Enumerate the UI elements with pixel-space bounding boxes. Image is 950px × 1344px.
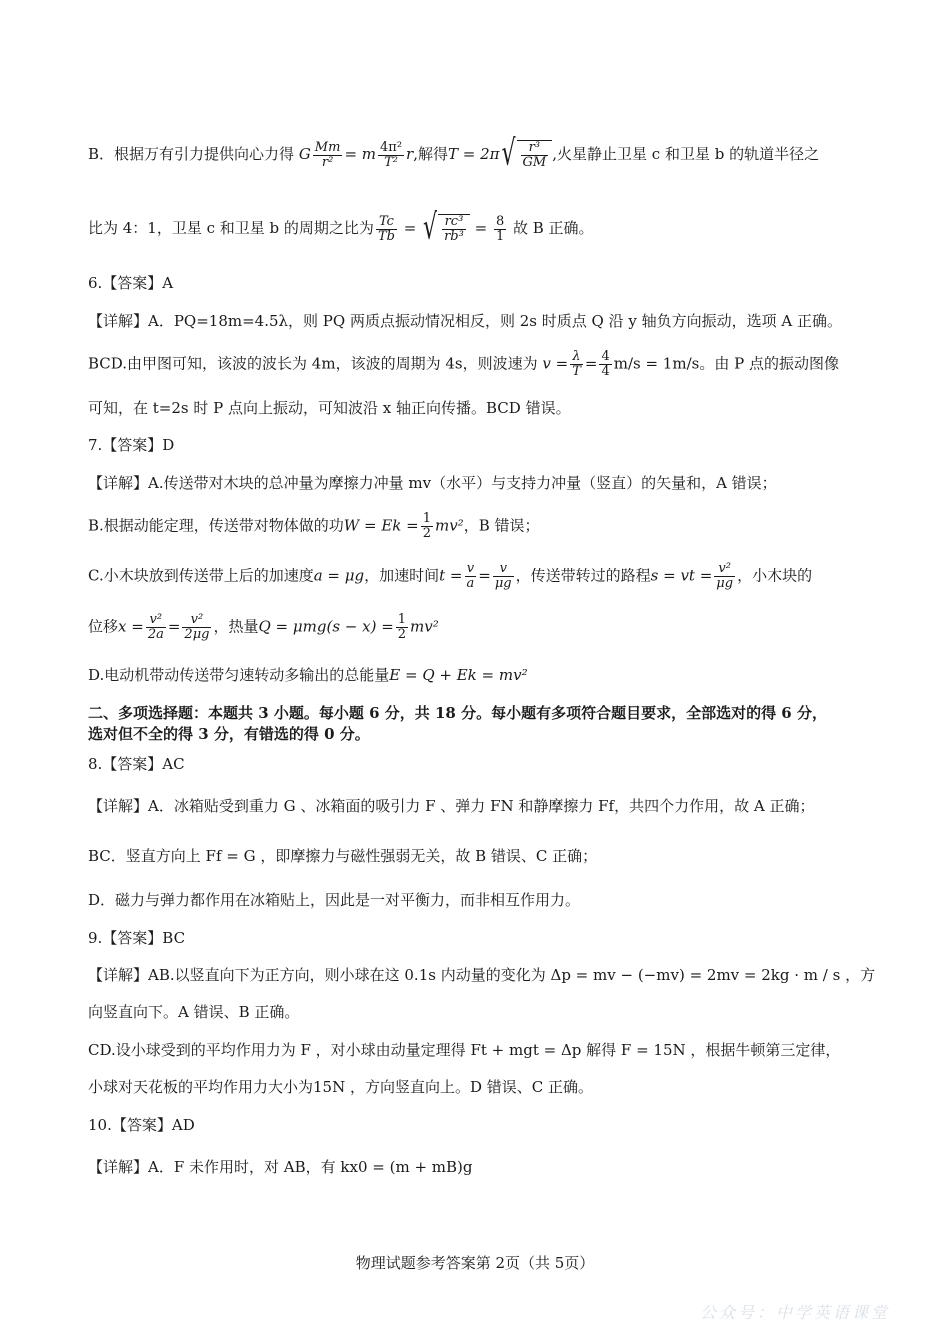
- page-footer: 物理试题参考答案第 2页（共 5页）: [355, 1254, 595, 1272]
- sqrt-sign: √: [501, 134, 516, 175]
- q10-answer: 10.【答案】AD: [88, 1116, 195, 1134]
- text: ,火星静止卫星 c 和卫星 b 的轨道半径之: [552, 145, 820, 163]
- q6-line-3: 可知，在 t=2s 时 P 点向上振动，可知波沿 x 轴正向传播。BCD 错误。: [88, 399, 571, 417]
- q7-line-4: 位移x = $\frac{\text{v²}}{2a}$ = $\frac{\text{v²}}{2\mu g}$ ，热量Q = μmg(s − x) = $\frac{1}{2}$ mv²: [88, 612, 439, 642]
- text: ,解得: [413, 145, 448, 163]
- q7-line-1: 【详解】A.传送带对木块的总冲量为摩擦力冲量 mv（水平）与支持力冲量（竖直）的矢量和，A 错误；: [88, 474, 777, 492]
- symbol: r: [406, 145, 414, 163]
- symbol: = m: [344, 145, 376, 163]
- section-2-heading-2: 选对但不全的得 3 分，有错选的得 0 分。: [88, 725, 370, 743]
- q7-line-3: C.小木块放到传送带上后的加速度a = μg，加速时间t = $\frac{v}{a}$ = $\frac{v}{\mu g}$ ，传送带转过的路程s = vt = $\frac{\text{v²}}{\mu g}$ ，小木块的: [88, 561, 813, 591]
- text: 比为 4：1，卫星 c 和卫星 b 的周期之比为: [88, 219, 374, 237]
- q9-line-2: 向竖直向下。A 错误、B 正确。: [88, 1003, 300, 1021]
- fraction: $\frac{Tc}{Tb}$: [377, 213, 395, 244]
- q9-answer: 9.【答案】BC: [88, 929, 186, 947]
- q9-line-3: CD.设小球受到的平均作用力为 F ，对小球由动量定理得 Ft + mgt = Δp 解得 F = 15N ，根据牛顿第三定律，: [88, 1041, 841, 1059]
- q6-line-2: BCD.由甲图可知，该波的波长为 4m，该波的周期为 4s，则波速为 v = $\frac{\lambda}{T}$ = $\frac{4}{4}$ m/s = 1m/s。由 P 点的振动图像: [88, 349, 839, 379]
- fraction: $\frac{\text{4π²}}{\text{T²}}$: [380, 139, 403, 170]
- sqrt-sign: √: [423, 208, 438, 249]
- q8-line-3: D．磁力与弹力都作用在冰箱贴上，因此是一对平衡力，而非相互作用力。: [88, 891, 581, 909]
- sqrt-body: $\frac{\text{r³}}{GM}$: [517, 140, 553, 170]
- sqrt-body: $\frac{\text{rc³}}{\text{rb³}}$: [438, 214, 470, 244]
- q9-line-4: 小球对天花板的平均作用力大小为15N ，方向竖直向上。D 错误、C 正确。: [88, 1078, 594, 1096]
- q6-line-1: 【详解】A．PQ=18m=4.5λ，则 PQ 两质点振动情况相反，则 2s 时质点 Q 沿 y 轴负方向振动，选项 A 正确。: [88, 312, 842, 330]
- text: 故 B 正确。: [513, 219, 594, 237]
- q10-line-1: 【详解】A．F 未作用时，对 AB，有 kx0 = (m + mB)g: [88, 1158, 473, 1176]
- q5-b-line-2: 比为 4：1，卫星 c 和卫星 b 的周期之比为 $\frac{Tc}{Tb}$ = √ $\frac{\text{rc³}}{\text{rb³}}$ = $\frac{8}{1}$ 故 B 正确。: [88, 208, 594, 249]
- q9-line-1: 【详解】AB.以竖直向下为正方向，则小球在这 0.1s 内动量的变化为 Δp = mv − (−mv) = 2mv = 2kg · m / s ，方: [88, 966, 876, 984]
- symbol: G: [298, 145, 311, 163]
- q7-line-2: B.根据动能定理，传送带对物体做的功W = Ek = $\frac{1}{2}$ mv²，B 错误；: [88, 511, 540, 541]
- q7-answer: 7.【答案】D: [88, 436, 175, 454]
- symbol: T = 2π: [447, 145, 500, 163]
- section-2-heading-1: 二、多项选择题：本题共 3 小题。每小题 6 分，共 18 分。每小题有多项符合题目要求，全部选对的得 6 分，: [88, 704, 827, 722]
- fraction: $\frac{8}{1}$: [495, 213, 505, 244]
- q6-answer: 6.【答案】A: [88, 274, 174, 292]
- watermark: 公众号：中学英语课堂: [699, 1303, 890, 1322]
- q5-b-line-1: [88, 134, 890, 175]
- q8-answer: 8.【答案】AC: [88, 755, 185, 773]
- fraction: $\frac{Mm}{\text{r²}}$: [314, 139, 341, 170]
- q8-line-2: BC．竖直方向上 Ff = G ，即摩擦力与磁性强弱无关，故 B 错误、C 正确；: [88, 847, 598, 865]
- text: B．根据万有引力提供向心力得: [88, 145, 295, 163]
- q8-line-1: 【详解】A．冰箱贴受到重力 G 、冰箱面的吸引力 F 、弹力 FN 和静摩擦力 Ff，共四个力作用，故 A 正确；: [88, 797, 815, 815]
- q7-line-5: D.电动机带动传送带匀速转动多输出的总能量E = Q + Ek = mv²: [88, 666, 528, 684]
